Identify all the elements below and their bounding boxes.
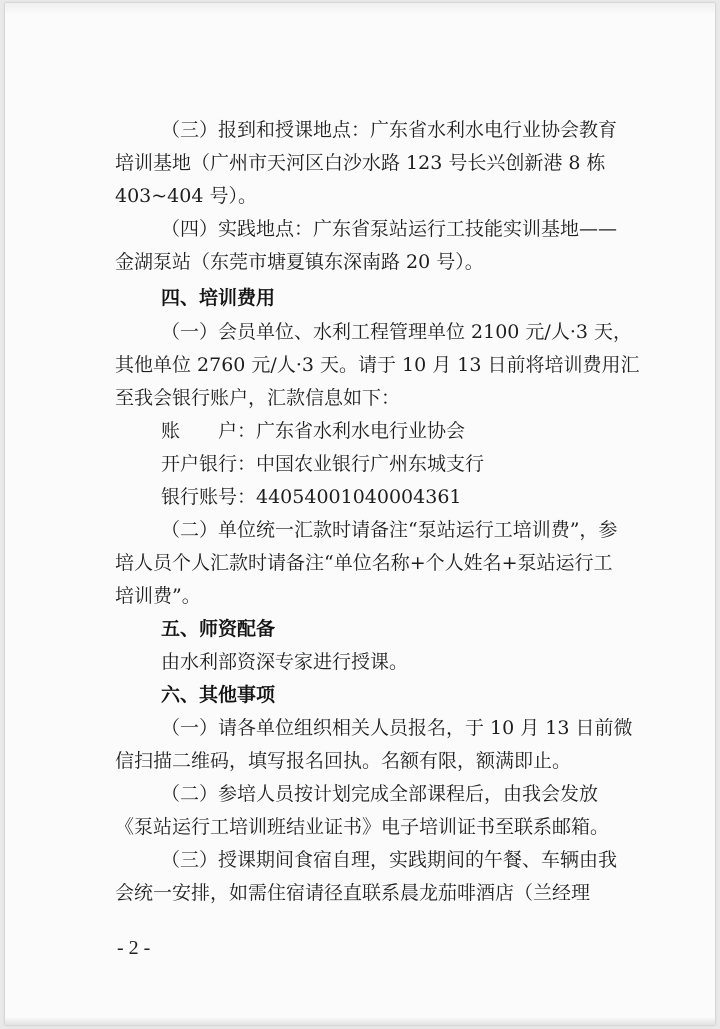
text-line-practice-2: 金湖泵站（东莞市塘夏镇东深南路 20 号）。 xyxy=(115,251,484,273)
scan-bottom-edge xyxy=(5,1017,715,1025)
text-line-remark-1: （二）单位统一汇款时请备注“泵站运行工培训费”，参 xyxy=(161,519,618,541)
text-line-teachers: 由水利部资深专家进行授课。 xyxy=(161,651,409,673)
text-line-venue-3: 403~404 号）。 xyxy=(115,185,257,207)
text-line-other-2: 信扫描二维码，填写报名回执。名额有限，额满即止。 xyxy=(115,750,572,772)
text-line-venue-2: 培训基地（广州市天河区白沙水路 123 号长兴创新港 8 栋 xyxy=(115,152,606,174)
section-heading-teachers: 五、师资配备 xyxy=(161,618,276,640)
text-line-practice-1: （四）实践地点：广东省泵站运行工技能实训基地—— xyxy=(161,218,618,240)
text-line-other-3: （二）参培人员按计划完成全部课程后，由我会发放 xyxy=(161,783,599,805)
text-line-fee-1: （一）会员单位、水利工程管理单位 2100 元/人·3 天， xyxy=(161,321,633,343)
text-line-other-1: （一）请各单位组织相关人员报名，于 10 月 13 日前微 xyxy=(161,717,633,739)
text-line-other-4: 《泵站运行工培训班结业证书》电子培训证书至联系邮箱。 xyxy=(115,816,610,838)
text-line-venue-1: （三）报到和授课地点：广东省水利水电行业协会教育 xyxy=(161,119,618,141)
text-line-other-5: （三）授课期间食宿自理，实践期间的午餐、车辆由我 xyxy=(161,849,618,871)
text-line-remark-3: 培训费”。 xyxy=(115,585,201,607)
text-line-fee-3: 至我会银行账户，汇款信息如下： xyxy=(115,387,401,409)
text-line-other-6: 会统一安排，如需住宿请径直联系晨龙茄啡酒店（兰经理 xyxy=(115,882,591,904)
scan-top-edge xyxy=(5,3,715,15)
section-heading-fees: 四、培训费用 xyxy=(161,287,276,309)
section-heading-other: 六、其他事项 xyxy=(161,684,276,706)
text-line-remark-2: 培人员个人汇款时请备注“单位名称+个人姓名+泵站运行工 xyxy=(115,552,613,574)
page-number: - 2 - xyxy=(117,937,151,959)
text-line-fee-2: 其他单位 2760 元/人·3 天。请于 10 月 13 日前将培训费用汇 xyxy=(115,354,640,376)
bank-name: 开户银行：中国农业银行广州东城支行 xyxy=(161,453,485,475)
bank-account-number: 银行账号：44054001040004361 xyxy=(161,486,462,508)
document-page xyxy=(5,3,715,1025)
bank-account-name: 账 户：广东省水利水电行业协会 xyxy=(161,420,466,442)
